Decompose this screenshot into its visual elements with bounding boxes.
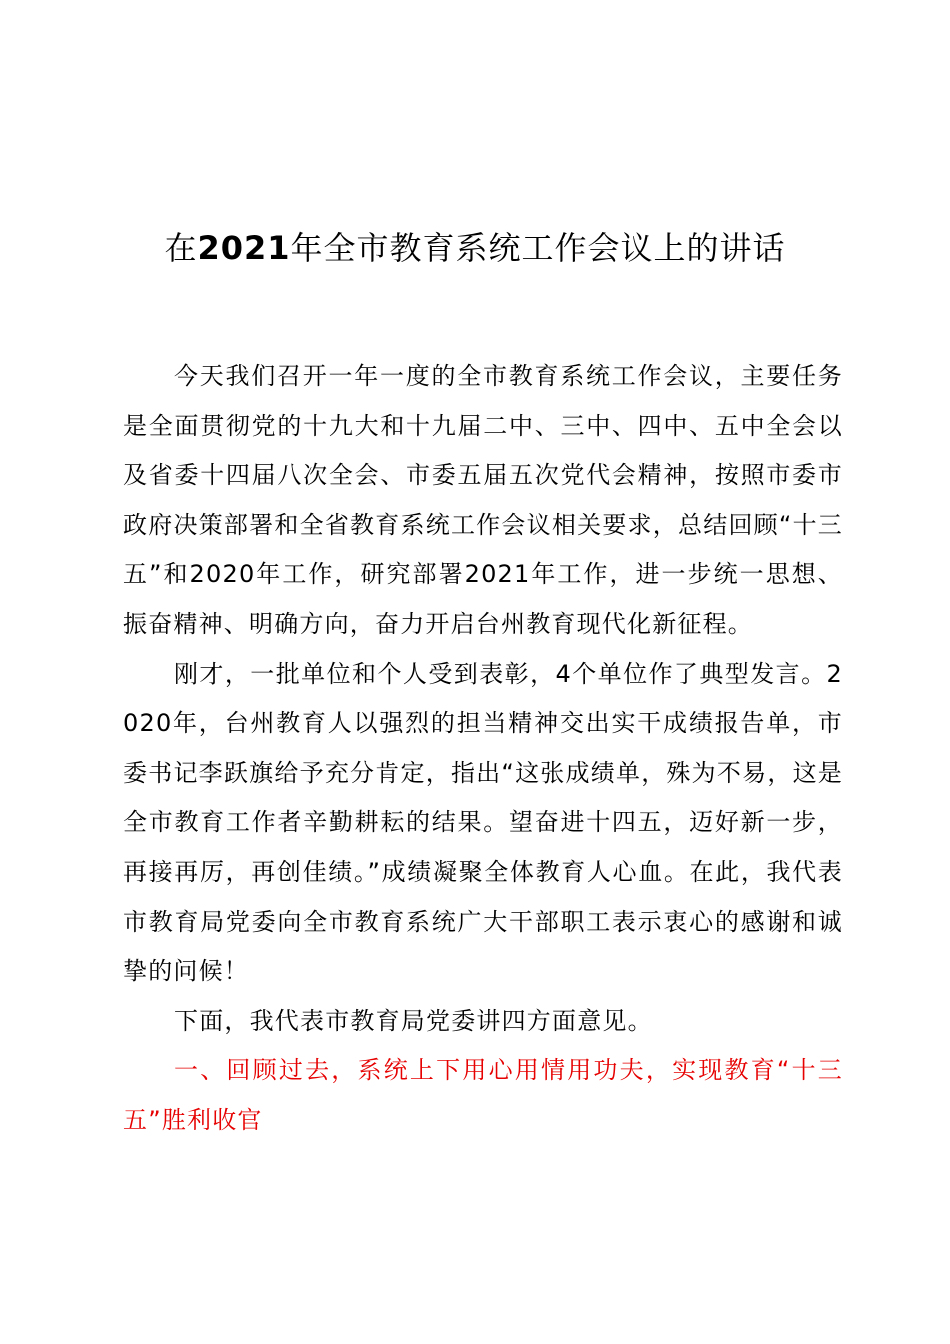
title-suffix: 年全市教育系统工作会议上的讲话 bbox=[290, 229, 786, 267]
paragraph-intro: 今天我们召开一年一度的全市教育系统工作会议，主要任务是全面贯彻党的十九大和十九届二中、三中、四中、五中全会以及省委十四届八次全会、市委五届五次党代会精神，按照市委市政府决策部署和全省教育系统工作会议相关要求，总结回顾“十三五”和2020年工作，研究部署2021年工作，进一步统一思想、振奋精神、明确方向，奋力开启台州教育现代化新征程。 bbox=[123, 362, 843, 638]
title-year: 2021 bbox=[197, 229, 291, 267]
paragraph-commendation: 刚才，一批单位和个人受到表彰，4个单位作了典型发言。2020年，台州教育人以强烈的担当精神交出实干成绩报告单，市委书记李跃旗给予充分肯定，指出“这张成绩单，殊为不易，这是全市教育工作者辛勤耕耘的结果。望奋进十四五，迈好新一步，再接再厉，再创佳绩。”成绩凝聚全体教育人心血。在此，我代表市教育局党委向全市教育系统广大干部职工表示衷心的感谢和诚挚的问候！ bbox=[123, 659, 843, 986]
document-title bbox=[0, 222, 950, 274]
title-prefix: 在 bbox=[164, 229, 198, 267]
document-body bbox=[123, 352, 843, 1146]
paragraph-outline: 下面，我代表市教育局党委讲四方面意见。 bbox=[174, 1006, 653, 1035]
section-heading: 一、回顾过去，系统上下用心用情用功夫，实现教育“十三五”胜利收官 bbox=[123, 1056, 843, 1134]
